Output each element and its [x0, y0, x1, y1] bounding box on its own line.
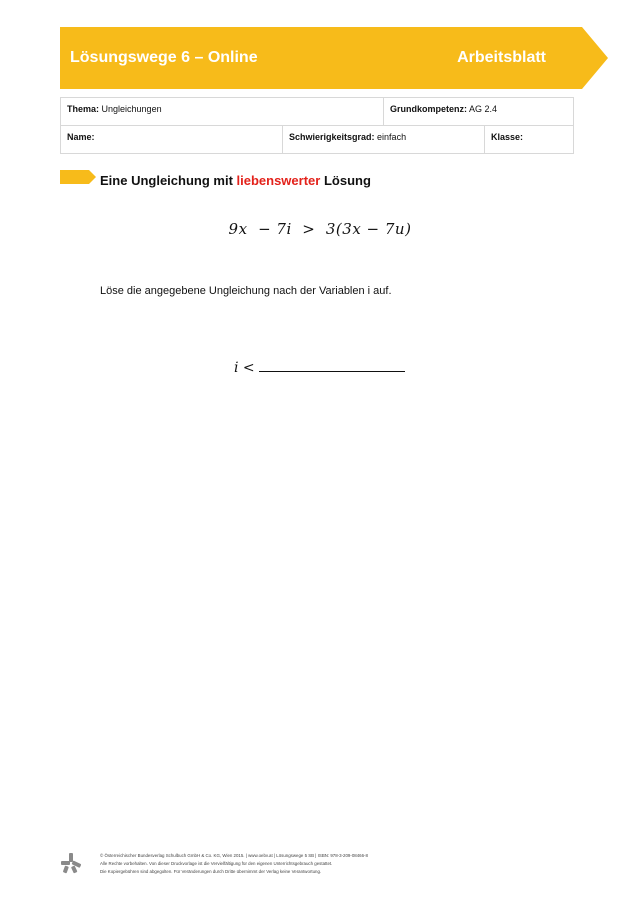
answer-blank-line[interactable]: [259, 359, 405, 372]
kompetenz-value: AG 2.4: [469, 104, 498, 114]
task-header: [60, 169, 580, 191]
thema-cell: [61, 98, 384, 126]
footer-copyright: [100, 852, 368, 876]
schwierigkeit-cell: [283, 126, 485, 154]
answer-prefix: i <: [234, 360, 255, 376]
task-instruction: Löse die angegebene Ungleichung nach der Variablen i auf.: [100, 285, 392, 297]
footer-line-3: Die Kopiergebühren sind abgegolten. Für Veränderungen durch Dritte übernimmt der Verlag keine Verantwortung.: [100, 869, 322, 874]
footer-line-2: Alle Rechte vorbehalten. Von dieser Druckvorlage ist die Vervielfältigung für den eigenen Unterrichtsgebrauch gestattet.: [100, 861, 333, 866]
klasse-cell: [485, 126, 574, 154]
footer-line-1: © Österreichischer Bundesverlag Schulbuch GmbH & Co. KG, Wien 2015. | www.oebv.at | Lösungswege 5 SB | ISBN: 978-3-209-08466-8: [100, 853, 368, 858]
answer-field[interactable]: [234, 359, 405, 376]
task-heading: [100, 173, 371, 188]
task-heading-highlight: liebenswerter: [236, 173, 321, 188]
schwierigkeit-value: einfach: [377, 132, 407, 142]
publisher-logo-icon: [60, 852, 82, 874]
name-cell: [61, 126, 283, 154]
name-label: Name:: [67, 132, 95, 142]
inequality-equation: 9x − 7i > 3(3x − 7u): [228, 220, 412, 238]
schwierigkeit-label: Schwierigkeitsgrad:: [289, 132, 375, 142]
kompetenz-label: Grundkompetenz:: [390, 104, 468, 114]
kompetenz-cell: [384, 98, 574, 126]
klasse-label: Klasse:: [491, 132, 524, 142]
header-title: Lösungswege 6 – Online: [70, 49, 258, 66]
thema-value: Ungleichungen: [101, 104, 162, 114]
info-table: [60, 97, 574, 154]
thema-label: Thema:: [67, 104, 100, 114]
header-doc-type: Arbeitsblatt: [457, 49, 546, 66]
task-heading-end: Lösung: [320, 173, 371, 188]
header-banner: [60, 27, 608, 89]
task-arrow-icon: [60, 170, 96, 184]
task-heading-start: Eine Ungleichung mit: [100, 173, 237, 188]
